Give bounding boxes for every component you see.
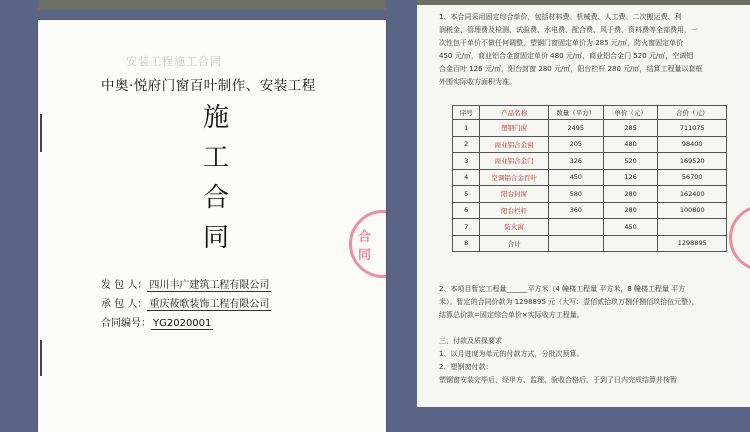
row-unit-price: 450: [603, 219, 658, 236]
employer-line: [101, 276, 271, 291]
seal-stamp-left-graphic: [352, 213, 386, 275]
seal-stamp-right: [729, 205, 750, 271]
row-quantity: 2495: [548, 120, 603, 137]
price-table: [452, 105, 727, 252]
table-row: [453, 219, 727, 236]
row-index: 4: [453, 169, 480, 186]
row-product: 空调铝合金百叶: [480, 169, 549, 186]
row-product: 阳台栏杆: [480, 202, 549, 219]
pricing-clause-line: 次性包干单价不做任何调整，塑钢门窗固定单价为 285 元/㎡，防火窗固定单价: [439, 39, 684, 47]
project-title: 中奥·悦府门窗百叶制作、安装工程: [101, 78, 316, 94]
row-unit-price: 280: [603, 186, 658, 203]
row-index: 5: [453, 186, 480, 203]
pricing-clause-line: 1、本合同采用固定综合单价，包括材料费、机械费、人工费、二次搬运费、利: [439, 13, 682, 21]
row-index: 7: [453, 219, 480, 236]
row-total: 169520: [658, 153, 727, 170]
contract-title-char-4: 同: [202, 223, 229, 253]
pricing-clause: [439, 11, 737, 89]
contract-terms-page: [417, 5, 750, 407]
contractor-line: [101, 295, 271, 310]
row-unit-price: 285: [603, 120, 658, 137]
photo-strip-left: [38, 0, 386, 10]
section-heading: 三、付款及质保要求: [439, 337, 502, 345]
payment-line: 1、以月进度为单元的付款方式，分批次预算。: [439, 350, 584, 358]
header-index: 序号: [453, 106, 480, 120]
seal-stamp-left: [349, 210, 386, 278]
table-total-row: [453, 235, 727, 252]
row-total: 711075: [658, 120, 727, 137]
row-quantity: [548, 219, 603, 236]
row-unit-price: 126: [603, 169, 658, 186]
contract-price-line: 2、本项目暂定工程量______平方米（4 幢楼工程量 平方米，8 幢楼工程量 平方: [439, 285, 686, 293]
row-unit-price: [603, 235, 658, 252]
contract-cover-page: [38, 20, 386, 432]
table-header-row: [453, 106, 727, 120]
contractor-value: 重庆莜歌装饰工程有限公司: [149, 299, 270, 310]
contract-price-clause: [439, 283, 737, 322]
contractor-label: 承 包 人：: [101, 299, 148, 310]
bleed-through-text: 安装工程施工合同: [126, 55, 222, 68]
row-quantity: [548, 235, 603, 252]
payment-section: [439, 335, 737, 387]
table-row: [453, 186, 727, 203]
header-unit-price: 单价（元）: [603, 106, 658, 120]
row-unit-price: 280: [603, 202, 658, 219]
header-total: 合价（元）: [658, 106, 727, 120]
pricing-clause-line: 合金百叶 126 元/㎡，阳台封窗 280 元/㎡，阳台栏杆 280 元/㎡，结算工程量以套框: [439, 65, 703, 73]
payment-line: 2、塑钢窗付款：: [439, 363, 493, 371]
svg-text:合: 合: [358, 230, 372, 245]
row-index: 3: [453, 153, 480, 170]
row-quantity: 326: [548, 153, 603, 170]
pricing-clause-line: 润税金、管理费及检测、试验费、水电费、配合费、风于费、资料费等全部费用，一: [439, 26, 698, 34]
row-index: 6: [453, 202, 480, 219]
row-total: 1298895: [658, 235, 727, 252]
contract-title-char-2: 工: [202, 143, 229, 173]
row-quantity: 450: [548, 169, 603, 186]
row-product: 合计: [480, 235, 549, 252]
employer-value: 四川丰广建筑工程有限公司: [149, 280, 270, 291]
row-quantity: 360: [548, 202, 603, 219]
row-product: 塑钢门窗: [480, 120, 549, 137]
row-product: 防火窗: [480, 219, 549, 236]
payment-line: 塑钢窗安装完毕后，经甲方、监理、验收合格后，于到了日内完成结算并按暂: [439, 376, 677, 384]
header-product: 产品名称: [480, 106, 549, 120]
row-product: 商业铝合金门: [480, 153, 549, 170]
table-row: [453, 169, 727, 186]
contract-number-label: 合同编号：: [101, 318, 151, 329]
contract-title-char-1: 施: [202, 103, 229, 133]
row-index: 8: [453, 235, 480, 252]
contract-price-line: 米）。暂定的合同价款为 1298895 元（大写：壹佰贰拾玖万捌仟捌佰玖拾伍元整），: [439, 298, 699, 306]
row-index: 1: [453, 120, 480, 137]
employer-label: 发 包 人：: [101, 280, 148, 291]
row-unit-price: 480: [603, 136, 658, 153]
header-quantity: 数量（平方）: [548, 106, 603, 120]
pricing-clause-line: 外围实际收方面积为准。: [439, 78, 516, 86]
row-quantity: 580: [548, 186, 603, 203]
table-row: [453, 202, 727, 219]
row-total: 98400: [658, 136, 727, 153]
row-total: [658, 219, 727, 236]
row-unit-price: 520: [603, 153, 658, 170]
contract-number-value: YG2020001: [153, 318, 212, 329]
row-product: 阳台封窗: [480, 186, 549, 203]
row-quantity: 205: [548, 136, 603, 153]
binder-mark-bottom: [40, 340, 42, 376]
row-product: 商业铝合金窗: [480, 136, 549, 153]
row-index: 2: [453, 136, 480, 153]
table-row: [453, 120, 727, 137]
binder-mark-top: [40, 114, 42, 152]
svg-text:同: 同: [358, 248, 372, 263]
contract-number-line: [101, 314, 213, 329]
pricing-clause-line: 450 元/㎡，商业铝合金窗固定单价 480 元/㎡，商业铝合金门 520 元/㎡，空调铝: [439, 52, 694, 60]
table-row: [453, 153, 727, 170]
table-row: [453, 136, 727, 153]
row-total: 56700: [658, 169, 727, 186]
contract-price-line: 结算总价款=固定综合单价×实际收方工程量。: [439, 311, 584, 319]
contract-title-char-3: 合: [202, 183, 229, 213]
row-total: 162400: [658, 186, 727, 203]
row-total: 100800: [658, 202, 727, 219]
